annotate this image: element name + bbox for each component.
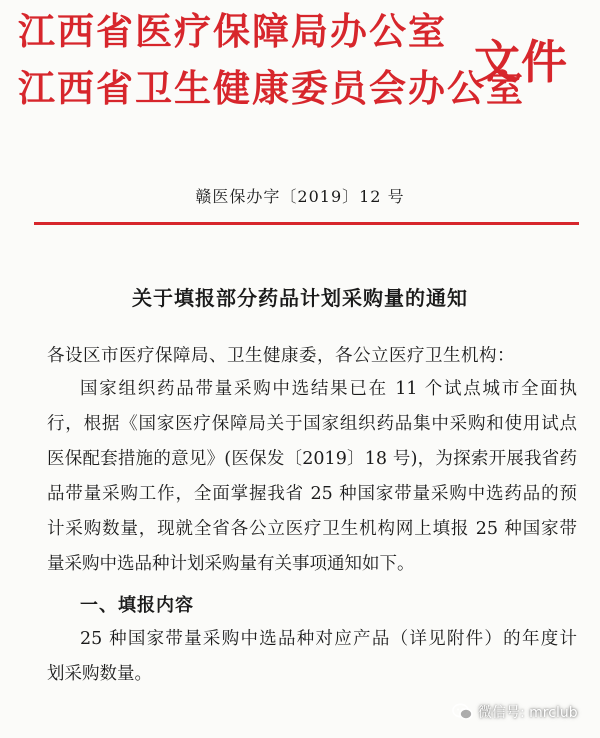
watermark-text: 微信号: mrclub [478, 705, 578, 721]
salutation: 各设区市医疗保障局、卫生健康委，各公立医疗卫生机构： [47, 346, 515, 366]
document-suffix: 文件 [474, 35, 568, 89]
wechat-icon [452, 703, 474, 721]
watermark [452, 702, 578, 722]
paragraph-line: 医保配套措施的意见》(医保发〔2019〕18 号)，为探索开展我省药 [47, 449, 577, 469]
paragraph-line: 行，根据《国家医疗保障局关于国家组织药品集中采购和使用试点 [47, 414, 577, 434]
paragraph-line: 计采购数量，现就全省各公立医疗卫生机构网上填报 25 种国家带 [47, 519, 577, 539]
red-divider [34, 222, 579, 225]
document-number: 赣医保办字〔2019〕12 号 [195, 187, 405, 206]
paragraph-line: 25 种国家带量采购中选品种对应产品（详见附件）的年度计 [80, 629, 577, 649]
paragraph-line: 划采购数量。 [47, 664, 152, 684]
notice-title: 关于填报部分药品计划采购量的通知 [132, 286, 468, 310]
issuer-line-2: 江西省卫生健康委员会办公室 [18, 67, 525, 110]
paragraph-line: 量采购中选品种计划采购量有关事项通知如下。 [47, 554, 415, 574]
paragraph-line: 国家组织药品带量采购中选结果已在 11 个试点城市全面执 [80, 379, 577, 399]
section-heading: 一、填报内容 [80, 595, 194, 616]
paragraph-line: 品带量采购工作，全面掌握我省 25 种国家带量采购中选药品的预 [47, 484, 577, 504]
issuer-line-1: 江西省医疗保障局办公室 [18, 10, 447, 53]
